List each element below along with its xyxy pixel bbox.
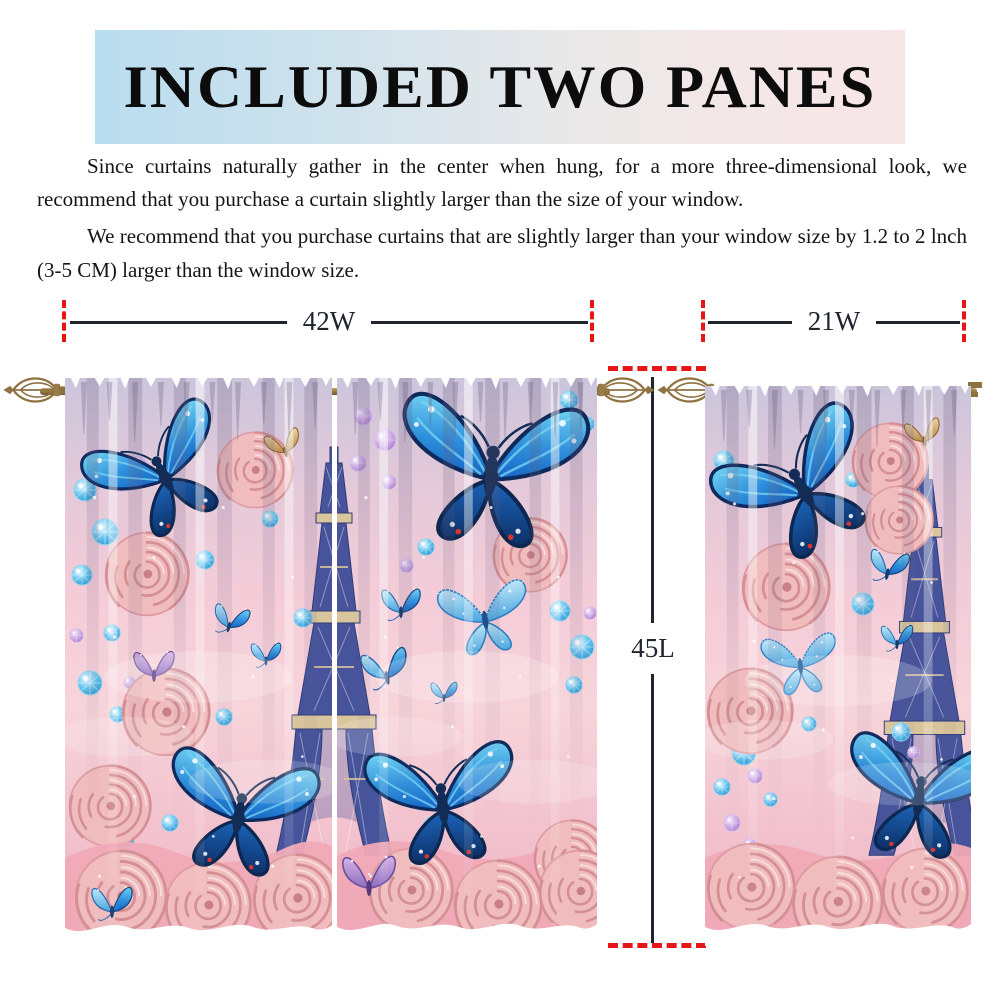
width-label-right: 21W (807, 305, 861, 336)
dimension-tick-icon (590, 300, 594, 342)
dimension-line (708, 321, 792, 324)
dimension-tick-icon (62, 300, 66, 342)
curtain-panel-right (705, 386, 971, 946)
dimension-tick-icon (608, 943, 706, 948)
height-dimension (631, 377, 675, 943)
finial-icon (3, 379, 65, 402)
dimension-line (371, 321, 588, 324)
banner-title: INCLUDED TWO PANES (123, 53, 877, 120)
description-paragraph-2: We recommend that you purchase curtains that are slightly larger than your window size by 1.2 to 2 lnch (3-5 CM) larger than the window size. (37, 224, 967, 282)
title-banner (95, 30, 905, 144)
dimension-tick-icon (701, 300, 705, 342)
rose-icon (865, 486, 933, 554)
curtain-panel-left-2 (337, 378, 597, 946)
dimension-line (70, 321, 287, 324)
curtain-panel-left-1 (65, 378, 332, 946)
height-label: 45L (627, 623, 679, 674)
finial-icon (593, 379, 655, 402)
description-paragraph-1: Since curtains naturally gather in the center when hung, for a more three-dimensional look, we recommend that you purchase a curtain slightly larger than the size of your window. (37, 154, 967, 212)
width-dimension-right (708, 307, 960, 337)
width-dimension-left (70, 307, 588, 337)
description-block (37, 150, 967, 291)
width-label-left: 42W (302, 305, 356, 336)
dimension-tick-icon (962, 300, 966, 342)
dimension-line (876, 321, 960, 324)
